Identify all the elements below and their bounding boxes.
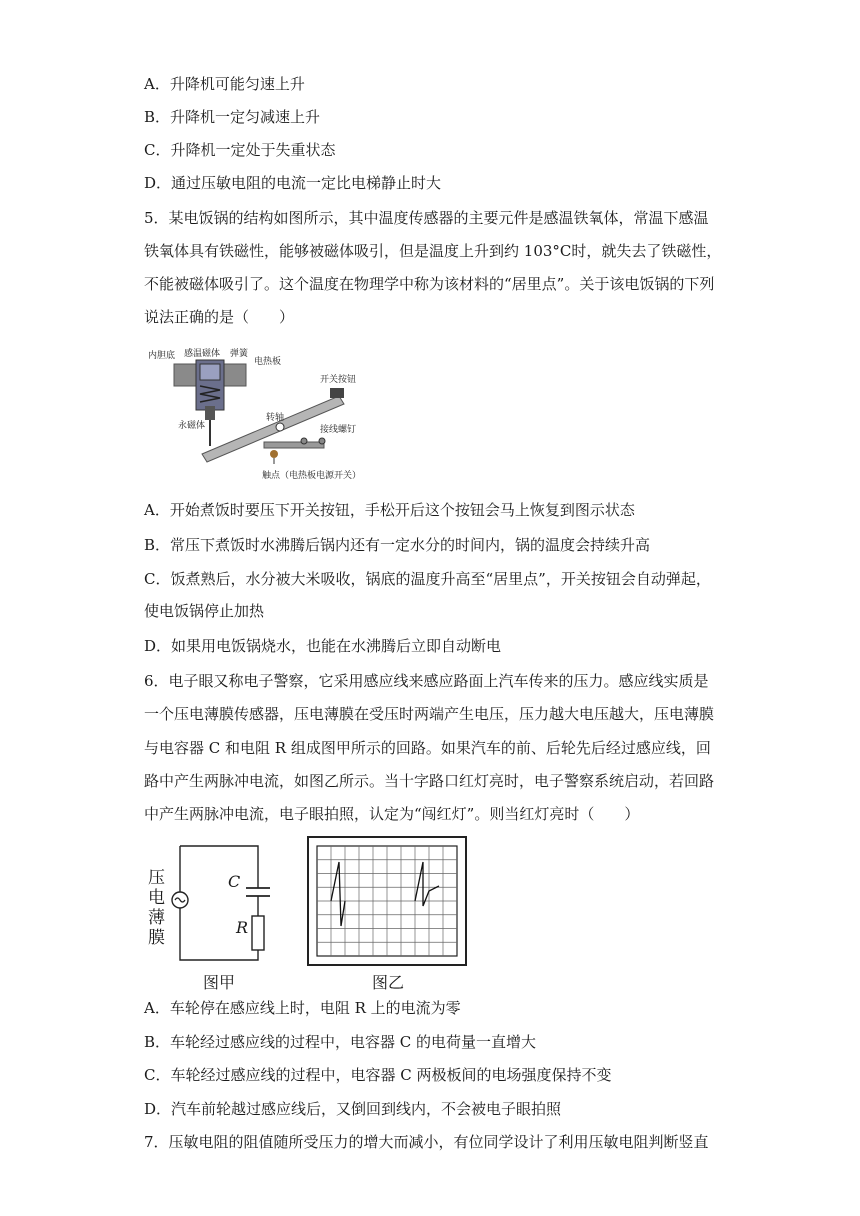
prev-option-d: D．通过压敏电阻的电流一定比电梯静止时大: [144, 174, 442, 192]
q7-stem-line-1: 7．压敏电阻的阻值随所受压力的增大而减小，有位同学设计了利用压敏电阻判断竖直: [144, 1133, 709, 1151]
figure-yi-oscilloscope: [307, 836, 467, 966]
q5-stem-line-4: 说法正确的是（ ）: [144, 308, 295, 326]
q6-stem-line-2: 一个压电薄膜传感器，压电薄膜在受压时两端产生电压，压力越大电压越大，压电薄膜: [144, 705, 715, 723]
label-capacitor-c: C: [228, 872, 241, 891]
prev-option-a: A．升降机可能匀速上升: [144, 75, 305, 93]
q6-stem-line-1: 6．电子眼又称电子警察，它采用感应线来感应路面上汽车传来的压力。感应线实质是: [144, 672, 709, 690]
q5-stem-line-2: 铁氧体具有铁磁性，能够被磁体吸引，但是温度上升到约 103°C时，就失去了铁磁性，: [144, 242, 722, 260]
q5-stem-line-1: 5．某电饭锅的结构如图所示，其中温度传感器的主要元件是感温铁氧体，常温下感温: [144, 209, 709, 227]
q6-stem-line-4: 路中产生两脉冲电流，如图乙所示。当十字路口红灯亮时，电子警察系统启动，若回路: [144, 772, 715, 790]
q6-option-c: C．车轮经过感应线的过程中，电容器 C 两极板间的电场强度保持不变: [144, 1066, 612, 1084]
label-contact: 触点（电热板电源开关）: [262, 471, 362, 481]
q6-option-a: A．车轮停在感应线上时，电阻 R 上的电流为零: [144, 999, 461, 1017]
q5-option-c: C．饭煮熟后，水分被大米吸收，锅底的温度升高至“居里点”，开关按钮会自动弹起，: [144, 570, 711, 588]
q6-stem-line-3: 与电容器 C 和电阻 R 组成图甲所示的回路。如果汽车的前、后轮先后经过感应线，回: [144, 739, 711, 757]
q6-option-d: D．汽车前轮越过感应线后，又倒回到线内，不会被电子眼拍照: [144, 1100, 562, 1118]
figure-jia-circuit: [148, 840, 278, 970]
label-axis: 转轴: [266, 413, 285, 423]
prev-option-c: C．升降机一定处于失重状态: [144, 141, 336, 159]
q5-option-c-cont: 使电饭锅停止加热: [144, 602, 265, 620]
q5-option-a: A．开始煮饭时要压下开关按钮，手松开后这个按钮会马上恢复到图示状态: [144, 501, 635, 519]
label-magnet: 永磁体: [178, 421, 206, 431]
q5-stem-line-3: 不能被磁体吸引了。这个温度在物理学中称为该材料的“居里点”。关于该电饭锅的下列: [144, 275, 715, 293]
label-inner-bottom: 内胆底: [148, 351, 176, 361]
caption-yi: 图乙: [372, 973, 405, 992]
q5-option-b: B．常压下煮饭时水沸腾后锅内还有一定水分的时间内，锅的温度会持续升高: [144, 536, 651, 554]
label-heater: 电热板: [254, 357, 282, 367]
label-button: 开关按钮: [320, 375, 357, 385]
q6-option-b: B．车轮经过感应线的过程中，电容器 C 的电荷量一直增大: [144, 1033, 537, 1051]
label-screw: 接线螺钉: [320, 425, 357, 435]
label-resistor-r: R: [236, 918, 249, 937]
rice-cooker-figure: [144, 346, 374, 486]
caption-jia: 图甲: [203, 973, 236, 992]
label-film: 压电薄膜: [148, 868, 165, 948]
q6-stem-line-5: 中产生两脉冲电流，电子眼拍照，认定为“闯红灯”。则当红灯亮时（ ）: [144, 805, 640, 823]
label-spring: 弹簧: [230, 349, 249, 359]
q5-option-d: D．如果用电饭锅烧水，也能在水沸腾后立即自动断电: [144, 637, 502, 655]
label-ferrite: 感温磁体: [184, 349, 221, 359]
prev-option-b: B．升降机一定匀减速上升: [144, 108, 321, 126]
